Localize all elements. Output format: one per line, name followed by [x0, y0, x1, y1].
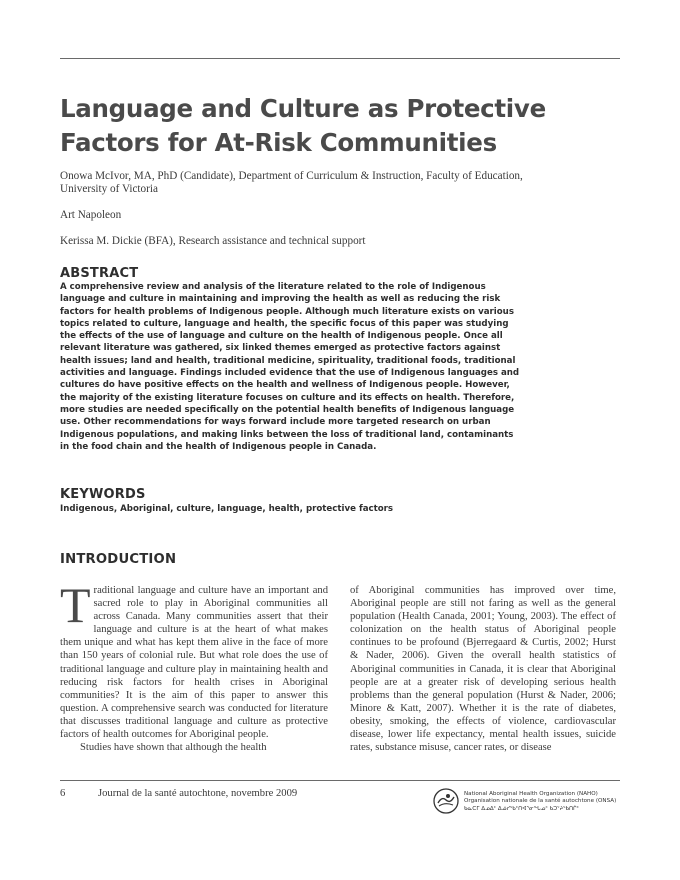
author-3: Kerissa M. Dickie (BFA), Research assistance and technical support	[60, 235, 366, 247]
keywords-heading: KEYWORDS	[60, 487, 146, 502]
abstract-heading: ABSTRACT	[60, 266, 139, 281]
drop-cap: T	[60, 577, 91, 633]
introduction-heading: INTRODUCTION	[60, 552, 177, 567]
naho-name-fr: Organisation nationale de la santé autochtone (ONSA)	[464, 798, 617, 805]
intro-paragraph-continued: of Aboriginal communities has improved over time, Aboriginal people are still not faring as well as the general population (Health Canada, 2001; Young, 2003). The effect of colonization on the health status of Aboriginal people continues to be profound (Bjerregaard & Curtis, 2002; Hurst & Nader, 2006). Given the overall health statistics of Aboriginal communities in Canada, it is clear that Aboriginal people are at a greater risk of developing serious health problems than the general population (Hurst & Nader, 2006; Minore & Katt, 2007). Whether it is the rate of diabetes, obesity, smoking, the effects of violence, cardiovascular disease, lower life expectancy, mental health issues, suicide rates, substance misuse, cancer rates, or disease	[350, 585, 616, 754]
naho-name-syllabics: ᑲᓇᑕᒥ ᐃᓄᐃᑦ ᐃᓅᓯᖃᑦᑎᐊᕐᓂᖓᓄᑦ ᑲᑐᔾᔨᖃᑎᒌᑦ	[464, 805, 579, 812]
page-number: 6	[60, 788, 66, 799]
author-1: Onowa McIvor, MA, PhD (Candidate), Department of Curriculum & Instruction, Faculty of Education, University of Victoria	[60, 170, 523, 196]
footer-rule	[60, 780, 620, 781]
intro-paragraph-2: Studies have shown that although the health	[80, 742, 267, 754]
intro-right-column	[350, 584, 616, 754]
intro-paragraph-1: raditional language and culture have an important and sacred role to play in Aboriginal communities all across Canada. Many communities assert that their language and culture is at the heart of what makes them unique and what has kept them alive in the face of more than 150 years of colonial rule. But what role does the use of traditional language and culture play in maintaining health and reducing risk factors for health crises in Aboriginal communities? It is the aim of this paper to answer this question. A comprehensive search was conducted for literature that discusses traditional language and culture as protective factors of health outcomes for Aboriginal people.	[60, 585, 328, 741]
naho-organization-names	[464, 791, 616, 813]
paper-title: Language and Culture as Protective Factors for At-Risk Communities	[60, 94, 546, 157]
author-2: Art Napoleon	[60, 209, 122, 221]
keywords-text: Indigenous, Aboriginal, culture, language, health, protective factors	[60, 504, 394, 514]
naho-logo-icon	[433, 788, 459, 814]
abstract-text: A comprehensive review and analysis of the literature related to the role of Indigenous language and culture in maintaining and improving the health as well as reducing the risk factors for health problems of Indigenous people. Although much literature exists on various topics related to culture, language and health, the specific focus of this paper was studying the effects of the use of language and culture on the health of Indigenous people. Once all relevant literature was gathered, six linked themes emerged as protective factors against health issues; land and health, traditional medicine, spirituality, traditional foods, traditional activities and language. Findings included evidence that the use of Indigenous languages and cultures do have positive effects on the health and wellness of Indigenous people. However, the majority of the existing literature focuses on culture and its effects on health. Therefore, more studies are needed specifically on the potential health benefits of Indigenous language use. Other recommendations for ways forward include more targeted research on urban Indigenous populations, and making links between the loss of traditional land, contaminants in the food chain and the health of Indigenous people in Canada.	[60, 282, 520, 452]
intro-left-column	[60, 577, 328, 754]
top-rule	[60, 58, 620, 59]
naho-name-en: National Aboriginal Health Organization (NAHO)	[464, 791, 598, 797]
journal-name: Journal de la santé autochtone, novembre 2009	[98, 788, 298, 799]
